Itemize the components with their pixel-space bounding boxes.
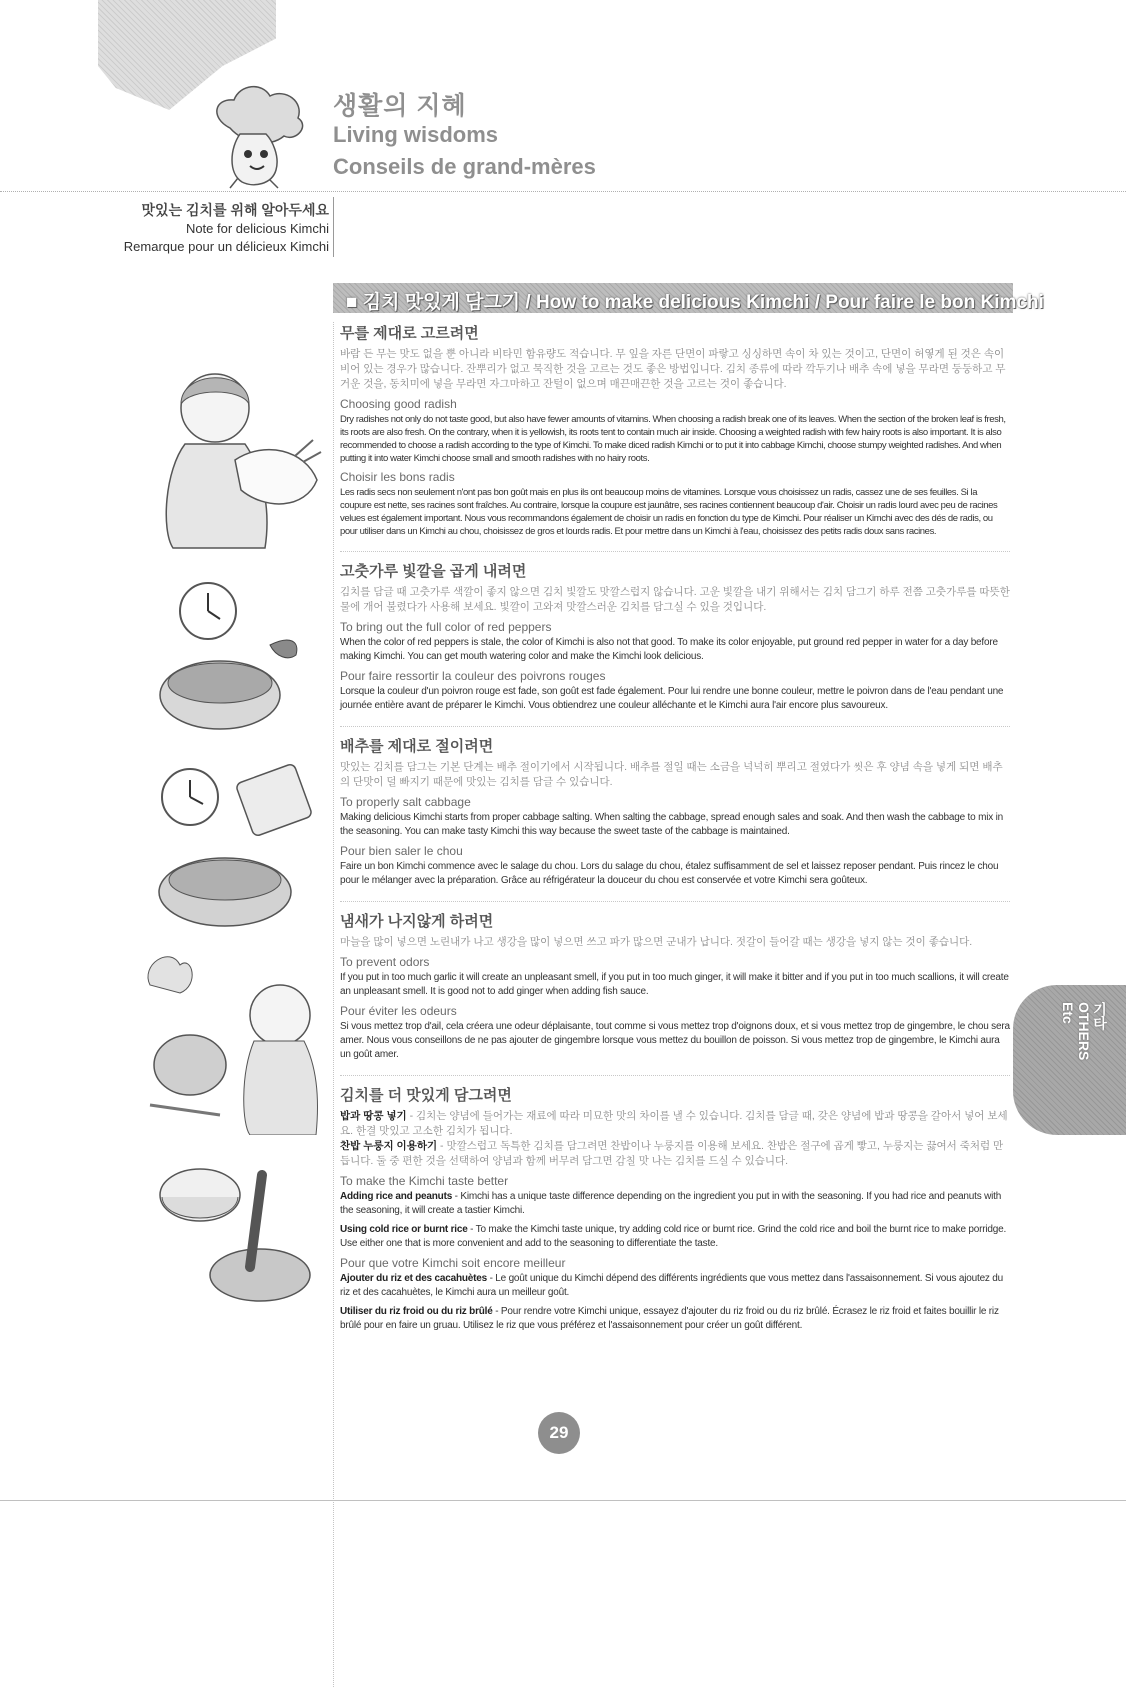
item-heading: 찬밥 누룽지 이용하기 bbox=[340, 1140, 438, 1152]
note-korean: 맛있는 김치를 위해 알아두세요 bbox=[141, 202, 329, 218]
side-tab-french: Etc bbox=[1060, 1002, 1076, 1024]
section-subtitle-english: To bring out the full color of red peppers bbox=[340, 620, 552, 634]
radish-mascot-illustration bbox=[200, 78, 315, 190]
side-tab-label bbox=[1060, 1002, 1108, 1060]
item-text: - Kimchi has a unique taste difference depending on the ingredient you put in with the seasoning. If you had rice and peanuts with the seasoning, it will create a tastier Kimchi. bbox=[340, 1191, 1002, 1216]
section-taste-better bbox=[340, 1084, 1010, 1346]
note-french: Remarque pour un délicieux Kimchi bbox=[123, 239, 329, 254]
section-title-korean: 무를 제대로 고르려면 bbox=[340, 325, 479, 342]
item-text: - Pour rendre votre Kimchi unique, essayez d'ajouter du riz froid ou du riz brûlé. Écrasez le riz froid et faites bouillir le riz brûlé pour en faire un gruau. Utilisez le riz que vous préférez et l'assaisonnement pour créer un goût différent. bbox=[340, 1306, 999, 1331]
section-text-french: Lorsque la couleur d'un poivron rouge est fade, son goût est fade également. Pour lui rendre une bonne couleur, mettre le poivron dans de l'eau pendant une journée entière avant de préparer le Kimchi. Vous obtiendrez une couleur alléchante et le Kimchi aura l'air encore plus savoureux. bbox=[340, 686, 1004, 711]
page-number-badge: 29 bbox=[538, 1412, 580, 1454]
banner-title bbox=[346, 287, 1044, 314]
section-prevent-odors bbox=[340, 910, 1010, 1076]
header-divider bbox=[0, 191, 1126, 192]
item-text: - Le goût unique du Kimchi dépend des différents ingrédients que vous mettez dans l'assaisonnement. Si vous ajoutez du riz et des cacahuètes, le Kimchi aura un meilleur goût. bbox=[340, 1273, 1004, 1298]
item-text: - 김치는 양념에 들어가는 재료에 따라 미묘한 맛의 차이를 낼 수 있습니다. 김치를 담글 때, 갖은 양념에 밥과 땅콩을 갈아서 넣어 보세요. 한결 맛있고 고소한 김치가 됩니다. bbox=[340, 1110, 1008, 1137]
column-divider bbox=[333, 322, 334, 1687]
section-title-korean: 고춧가루 빛깔을 곱게 내려면 bbox=[340, 563, 527, 580]
clock-and-pepper-bowl-illustration bbox=[150, 575, 330, 750]
item-heading: Adding rice and peanuts bbox=[340, 1191, 453, 1202]
section-subtitle-french: Pour éviter les odeurs bbox=[340, 1004, 457, 1018]
item-heading: 밥과 땅콩 넣기 bbox=[340, 1110, 407, 1122]
page-title-french: Conseils de grand-mères bbox=[333, 154, 596, 179]
section-text-english: When the color of red peppers is stale, the color of Kimchi is also not that good. To make its color enjoyable, put ground red pepper in water for a day before making Kimchi. You can get mouth watering color and make the Kimchi look delicious. bbox=[340, 637, 998, 662]
section-subtitle-english: To properly salt cabbage bbox=[340, 795, 471, 809]
note-english: Note for delicious Kimchi bbox=[185, 221, 329, 236]
section-item-english bbox=[340, 1190, 1010, 1218]
item-heading: Ajouter du riz et des cacahuètes bbox=[340, 1273, 487, 1284]
side-tab-english: OTHERS bbox=[1076, 1002, 1092, 1061]
section-subtitle-french: Pour bien saler le chou bbox=[340, 844, 463, 858]
item-heading: Using cold rice or burnt rice bbox=[340, 1224, 468, 1235]
section-text-korean: 김치를 담글 때 고춧가루 색깔이 좋지 않으면 김치 빛깔도 맛깔스럽지 않습니다. 고운 빛깔을 내기 위해서는 김치 담그기 하루 전쯤 고춧가루를 따뜻한 물에 개어 불렸다가 사용해 보세요. 빛깔이 고와져 맛깔스러운 김치를 담그실 수 있을 것입니다. bbox=[340, 586, 1010, 613]
section-text-french: Faire un bon Kimchi commence avec le salage du chou. Lors du salage du chou, étalez suffisamment de sel et laissez reposer pendant. Puis rincez le chou pour le mélanger avec la préparation. Grâce au réfrigérateur la douceur du chou est conservée et votre Kimchi sera goûteux. bbox=[340, 861, 999, 886]
section-subtitle-english: Choosing good radish bbox=[340, 397, 457, 411]
section-subtitle-french: Choisir les bons radis bbox=[340, 470, 455, 484]
section-text-english: Dry radishes not only do not taste good, but also have fewer amounts of vitamins. When choosing a radish break one of its leaves. When the section of the broken leaf is fresh, its roots are also fresh. On the contrary, when it is yellowish, its roots tent to contain much air inside. Choosing a weighted radish with few hairy roots is also important. It is also recommended to choose a radish according to the type of Kimchi. To make diced radish Kimchi or to put it into cabbage Kimchi, choose stumpy weighted radishes. And when putting it into water Kimchi choose small and smooth radishes with no hairy roots. bbox=[340, 414, 1006, 464]
section-subtitle-french: Pour que votre Kimchi soit encore meilleur bbox=[340, 1256, 566, 1270]
section-text-english: If you put in too much garlic it will create an unpleasant smell, if you put in too much ginger, it will make it bitter and if you put in too much scallions, it will create an unpleasant smell. It is good not to add ginger when adding fish sauce. bbox=[340, 972, 1009, 997]
section-subtitle-english: To prevent odors bbox=[340, 955, 430, 969]
side-tab-korean: 기타 bbox=[1092, 1002, 1108, 1030]
section-title-korean: 냄새가 나지않게 하려면 bbox=[340, 913, 494, 930]
note-separator bbox=[333, 197, 334, 257]
page-title-korean: 생활의 지혜 bbox=[333, 92, 467, 120]
section-item-korean bbox=[340, 1109, 1010, 1139]
section-radish bbox=[340, 322, 1010, 552]
section-text-english: Making delicious Kimchi starts from proper cabbage salting. When salting the cabbage, spread enough sales and soak. And then wash the cabbage to mix in the seasoning. You can make tasty Kimchi this way because the sweet taste of the cabbage is maintained. bbox=[340, 812, 1003, 837]
section-subtitle-english: To make the Kimchi taste better bbox=[340, 1174, 509, 1188]
section-item-english bbox=[340, 1223, 1010, 1251]
woman-with-radish-illustration bbox=[145, 360, 325, 550]
rice-bowl-mortar-illustration bbox=[150, 1135, 330, 1305]
item-heading: Utiliser du riz froid ou du riz brûlé bbox=[340, 1306, 493, 1317]
section-text-korean: 바람 든 무는 맛도 없을 뿐 아니라 비타민 함유량도 적습니다. 무 잎을 자른 단면이 파랗고 싱싱하면 속이 차 있는 것이고, 단면이 허옇게 된 것은 속이 비어 있는 경우가 많습니다. 잔뿌리가 없고 묵직한 것을 고르는 것도 좋은 방법입니다. 김치 종류에 따라 깍두기나 배추 속에 넣을 무라면 둥둥하고 무거운 것을, 동치미에 넣을 무라면 자그마하고 잔털이 없으며 매끈매끈한 것을 고르는 것이 좋습니다. bbox=[340, 348, 1006, 390]
item-text: - To make the Kimchi taste unique, try adding cold rice or burnt rice. Grind the cold rice and boil the burnt rice to make porridge. Use either one that is more convenient and add to the seasoning to differentiate the taste. bbox=[340, 1224, 1007, 1249]
section-text-korean: 마늘을 많이 넣으면 노린내가 나고 생강을 많이 넣으면 쓰고 파가 많으면 군내가 납니다. 젓갈이 들어갈 때는 생강을 넣지 않는 것이 좋습니다. bbox=[340, 936, 973, 948]
section-title-korean: 배추를 제대로 절이려면 bbox=[340, 738, 494, 755]
clock-salt-cabbage-illustration bbox=[145, 752, 330, 932]
section-text-korean: 맛있는 김치를 담그는 기본 단계는 배추 절이기에서 시작됩니다. 배추를 절일 때는 소금을 넉넉히 뿌리고 절였다가 씻은 후 양념 속을 넣게 되면 배추의 단맛이 덜 빠지기 때문에 맛있는 김치를 담글 수 있습니다. bbox=[340, 761, 1003, 788]
section-subtitle-french: Pour faire ressortir la couleur des poivrons rouges bbox=[340, 669, 606, 683]
section-item-korean bbox=[340, 1139, 1010, 1169]
banner-bullet: ■ bbox=[346, 292, 358, 313]
section-salt-cabbage bbox=[340, 735, 1010, 902]
footer-rule bbox=[0, 1500, 1126, 1501]
section-text-french: Si vous mettez trop d'ail, cela créera une odeur déplaisante, tout comme si vous mettez trop d'oignons doux, et si vous mettez trop de gingembre, le chou sera amer. Nous vous conseillons de ne pas ajouter de gingembre lorsque vous mettez du bouillon de poisson. Si vous mettez trop de gingembre, le Kimchi aura un goût amer. bbox=[340, 1021, 1010, 1060]
item-text: - 맛깔스럽고 독특한 김치를 담그려면 찬밥이나 누룽지를 이용해 보세요. 찬밥은 절구에 곱게 빻고, 누룽지는 끓여서 죽처럼 만듭니다. 둘 중 편한 것을 선택하여 양념과 함께 버무려 담그면 감칠 맛 나는 김치를 드실 수 있습니다. bbox=[340, 1140, 1004, 1167]
garlic-ginger-woman-illustration bbox=[130, 945, 330, 1135]
section-title-korean: 김치를 더 맛있게 담그려면 bbox=[340, 1087, 512, 1104]
section-item-french bbox=[340, 1272, 1010, 1300]
section-item-french bbox=[340, 1305, 1010, 1333]
page-title-english: Living wisdoms bbox=[333, 122, 499, 147]
section-red-pepper bbox=[340, 560, 1010, 727]
banner-text: 김치 맛있게 담그기 / How to make delicious Kimchi / Pour faire le bon Kimchi bbox=[362, 292, 1044, 313]
section-text-french: Les radis secs non seulement n'ont pas bon goût mais en plus ils ont beaucoup moins de vitamines. Lorsque vous choisissez un radis, cassez une de ses feuilles. Si la coupure est nette, ses racines sont fraîches. Au contraire, lorsque la coupure est jaunâtre, ses racines contiennent beaucoup d'air. Choisir un radis lourd avec peu de racines velues est également important. Nous vous recommandons également de choisir un radis en fonction du type de Kimchi. Pour réaliser un Kimchi avec des dés de radis, ou pour utiliser dans un Kimchi au chou, choisissez de gros et lourds radis. Et pour mettre dans un Kimchi à l'eau, choisissez des petits radis doux sans racines. bbox=[340, 487, 998, 537]
content-column bbox=[340, 322, 1010, 1354]
